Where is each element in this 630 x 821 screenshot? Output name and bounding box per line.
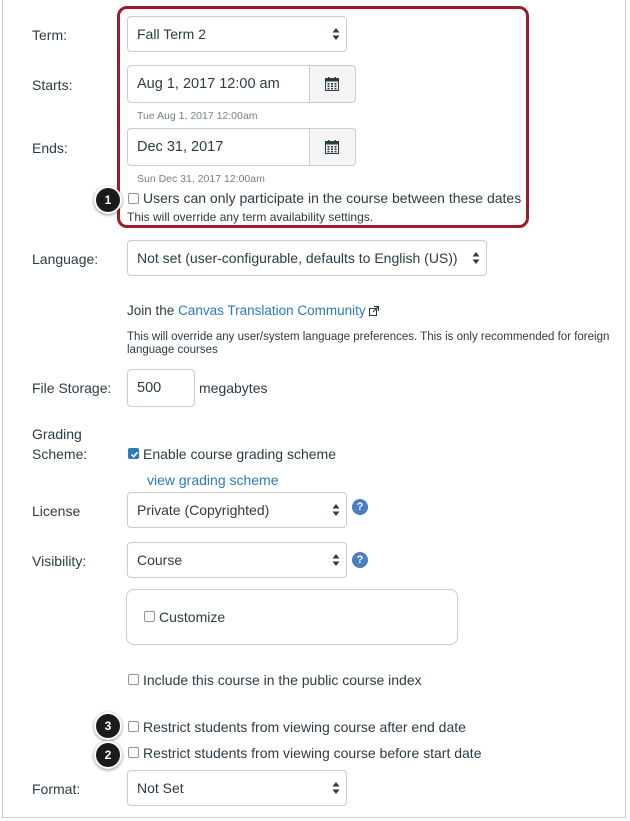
visibility-help-icon[interactable]: ? — [352, 552, 368, 568]
visibility-select[interactable] — [127, 542, 347, 578]
visibility-label: Visibility: — [32, 553, 87, 569]
callout-1: 1 — [96, 188, 120, 212]
language-note: This will override any user/system language preferences. This is only recommended for foreign language courses — [127, 331, 610, 356]
file-storage-unit: megabytes — [199, 380, 268, 396]
language-select[interactable] — [127, 240, 487, 276]
select-arrows-icon — [332, 780, 340, 796]
restrict-after-checkbox-label: Restrict students from viewing course after end date — [143, 719, 466, 735]
visibility-select-value: Course — [137, 552, 183, 568]
calendar-icon — [325, 140, 339, 154]
term-select[interactable] — [127, 16, 347, 52]
grading-label-line1: Grading — [32, 426, 82, 442]
callout-3: 3 — [96, 714, 120, 738]
participation-note: This will override any term availability settings. — [127, 210, 374, 224]
customize-checkbox-label: Customize — [159, 609, 226, 625]
grading-scheme-checkbox[interactable] — [128, 448, 139, 459]
license-help-icon[interactable]: ? — [352, 499, 368, 515]
customize-checkbox[interactable] — [144, 611, 155, 622]
license-select[interactable] — [127, 492, 347, 528]
public-index-checkbox-label: Include this course in the public course index — [143, 672, 422, 688]
file-storage-label: File Storage: — [32, 380, 112, 396]
term-label: Term: — [32, 27, 67, 43]
language-label: Language: — [32, 251, 99, 267]
join-prefix: Join the — [127, 303, 175, 318]
translation-community-line — [127, 303, 379, 318]
public-index-checkbox[interactable] — [128, 674, 139, 685]
ends-hint: Sun Dec 31, 2017 12:00am — [137, 173, 265, 185]
starts-label: Starts: — [32, 77, 73, 93]
restrict-before-checkbox-label: Restrict students from viewing course before start date — [143, 745, 482, 761]
starts-calendar-button[interactable] — [310, 65, 356, 103]
term-select-value: Fall Term 2 — [137, 26, 206, 42]
participation-checkbox-label: Users can only participate in the course between these dates — [143, 190, 522, 206]
restrict-before-checkbox[interactable] — [128, 747, 139, 758]
license-label: License — [32, 503, 81, 519]
calendar-icon — [325, 77, 339, 91]
format-select-value: Not Set — [137, 780, 184, 796]
external-link-icon — [369, 306, 379, 316]
grading-scheme-checkbox-label: Enable course grading scheme — [143, 446, 337, 462]
format-select[interactable] — [127, 770, 347, 806]
restrict-after-checkbox[interactable] — [128, 721, 139, 732]
checkmark-icon — [130, 450, 139, 459]
select-arrows-icon — [472, 250, 480, 266]
ends-label: Ends: — [32, 140, 68, 156]
starts-hint: Tue Aug 1, 2017 12:00am — [137, 110, 258, 122]
format-label: Format: — [32, 781, 81, 797]
license-select-value: Private (Copyrighted) — [137, 502, 270, 518]
grading-label-line2: Scheme: — [32, 446, 88, 462]
view-grading-scheme-link[interactable]: view grading scheme — [147, 472, 279, 488]
callout-2: 2 — [96, 743, 120, 767]
language-select-value: Not set (user-configurable, defaults to English (US)) — [137, 250, 458, 266]
file-storage-input[interactable]: 500 — [127, 369, 195, 407]
translation-community-link[interactable]: Canvas Translation Community — [178, 303, 366, 318]
select-arrows-icon — [332, 502, 340, 518]
starts-date-input[interactable]: Aug 1, 2017 12:00 am — [127, 65, 310, 103]
select-arrows-icon — [332, 26, 340, 42]
ends-calendar-button[interactable] — [310, 128, 356, 166]
ends-date-input[interactable]: Dec 31, 2017 — [127, 128, 310, 166]
participation-checkbox[interactable] — [128, 193, 139, 204]
select-arrows-icon — [332, 552, 340, 568]
